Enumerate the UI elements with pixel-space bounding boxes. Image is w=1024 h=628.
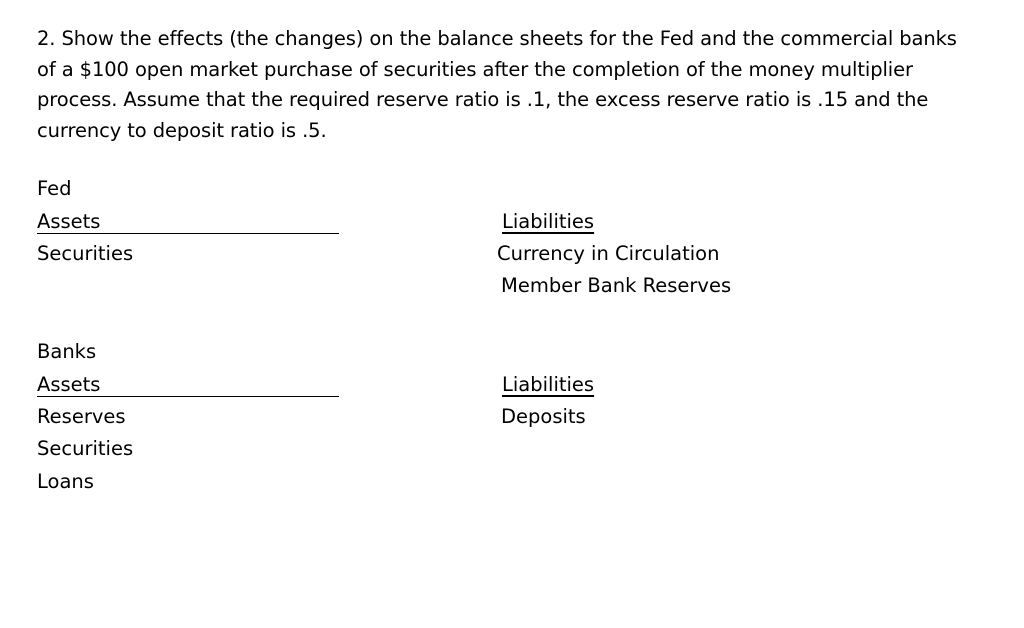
banks-asset-item: Securities [37, 437, 134, 460]
fed-asset-item: Securities [37, 242, 134, 265]
question-line: process. Assume that the required reserve ratio is .1, the excess reserve ratio is .15 and the [37, 88, 929, 111]
fed-title: Fed [37, 177, 72, 200]
fed-liability-item: Currency in Circulation [497, 242, 720, 265]
question-line: currency to deposit ratio is .5. [37, 118, 327, 142]
question-line: of a $100 open market purchase of securities after the completion of the money multiplier [37, 57, 913, 81]
question-line: 2. Show the effects (the changes) on the balance sheets for the Fed and the commercial banks [37, 27, 957, 50]
fed-assets-rule [37, 233, 339, 234]
banks-liability-item: Deposits [501, 405, 586, 428]
banks-liabilities-header: Liabilities [502, 373, 595, 396]
fed-assets-header: Assets [37, 210, 101, 233]
banks-assets-rule [37, 396, 339, 397]
question-text [37, 24, 997, 146]
banks-asset-item: Loans [37, 470, 94, 493]
banks-title: Banks [37, 340, 97, 363]
banks-asset-item: Reserves [37, 405, 126, 428]
banks-assets-header: Assets [37, 373, 101, 396]
fed-liability-item: Member Bank Reserves [501, 274, 732, 297]
fed-liabilities-header: Liabilities [502, 210, 595, 233]
